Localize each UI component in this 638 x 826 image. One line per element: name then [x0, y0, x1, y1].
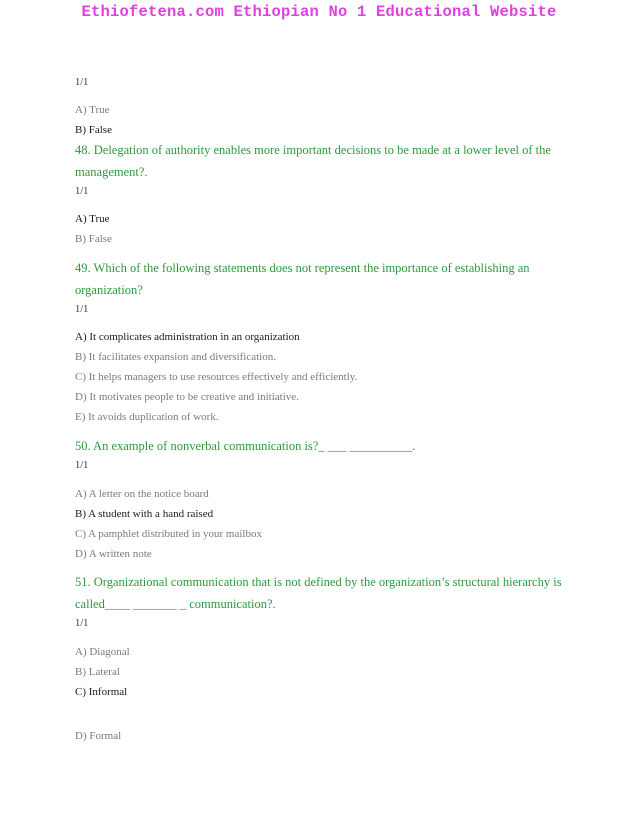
- question-48-option-a: A) True: [75, 213, 110, 225]
- site-banner: Ethiofetena.com Ethiopian No 1 Educational Website: [81, 3, 557, 21]
- question-50-option-c: C) A pamphlet distributed in your mailbox: [75, 528, 262, 540]
- question-49-option-b: B) It facilitates expansion and diversification.: [75, 351, 276, 363]
- question-51: 51. Organizational communication that is not defined by the organization’s structural hierarchy is called____ _______ _ communication?.: [75, 575, 562, 611]
- question-51-option-a: A) Diagonal: [75, 646, 130, 658]
- question-49-option-e: E) It avoids duplication of work.: [75, 411, 219, 423]
- question-49-option-d: D) It motivates people to be creative and initiative.: [75, 391, 299, 403]
- question-50-option-b: B) A student with a hand raised: [75, 508, 214, 520]
- prev-option-b: B) False: [75, 124, 112, 136]
- question-49-option-a: A) It complicates administration in an organization: [75, 331, 300, 343]
- question-50: 50. An example of nonverbal communication is?_ ___ __________.: [75, 439, 416, 453]
- question-49-option-c: C) It helps managers to use resources effectively and efficiently.: [75, 371, 358, 383]
- question-51-option-b: B) Lateral: [75, 666, 120, 678]
- question-49: 49. Which of the following statements does not represent the importance of establishing an organization?: [75, 261, 530, 297]
- prev-option-a: A) True: [75, 104, 110, 116]
- question-51-option-c: C) Informal: [75, 686, 128, 698]
- question-51-score: 1/1: [75, 618, 89, 629]
- question-50-score: 1/1: [75, 460, 89, 471]
- question-49-score: 1/1: [75, 304, 89, 315]
- question-50-option-a: A) A letter on the notice board: [75, 488, 209, 500]
- question-50-option-d: D) A written note: [75, 548, 152, 560]
- question-48: 48. Delegation of authority enables more important decisions to be made at a lower level of the management?.: [75, 143, 551, 179]
- question-48-option-b: B) False: [75, 233, 112, 245]
- question-51-option-d: D) Formal: [75, 730, 122, 742]
- question-48-score: 1/1: [75, 186, 89, 197]
- prev-score: 1/1: [75, 77, 89, 88]
